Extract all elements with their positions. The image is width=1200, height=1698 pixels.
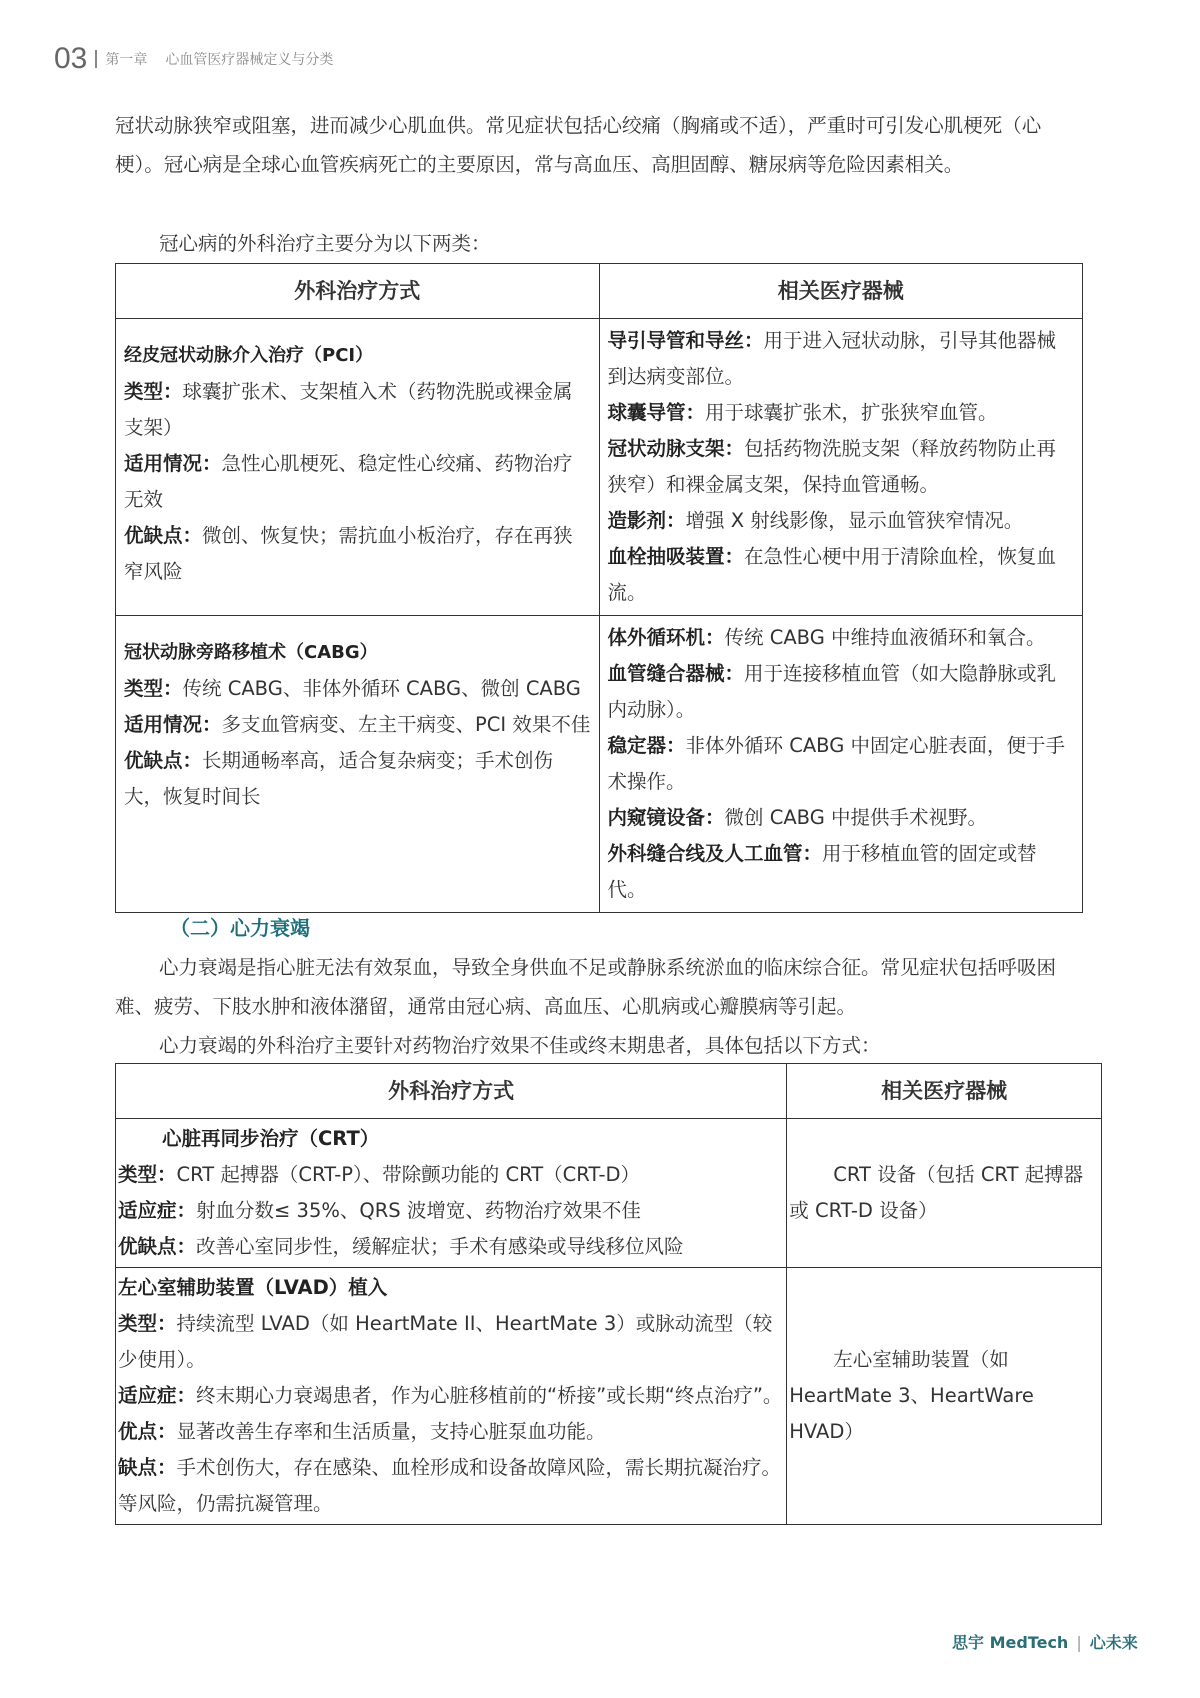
section-heading: （二）心力衰竭 (170, 916, 310, 940)
device-cell: 左心室辅助装置（如 HeartMate 3、HeartWare HVAD） (787, 1268, 1102, 1525)
field-label: 稳定器： (607, 734, 686, 757)
table-line (124, 374, 591, 446)
table-line (124, 671, 591, 707)
treatment-cell (116, 616, 600, 913)
device-cell: CRT 设备（包括 CRT 起搏器或 CRT-D 设备） (787, 1119, 1102, 1268)
field-value: 持续流型 LVAD（如 HeartMate II、HeartMate 3）或脉动流型（较少使用）。 (118, 1312, 773, 1371)
column-header: 外科治疗方式 (116, 1064, 787, 1119)
treatment-title: 经皮冠状动脉介入治疗（PCI） (124, 345, 374, 366)
field-label: 外科缝合线及人工血管： (607, 842, 823, 865)
field-value: 多支血管病变、左主干病变、PCI 效果不佳 (221, 713, 591, 736)
footer-divider: | (1076, 1633, 1082, 1652)
chapter-title: 心血管医疗器械定义与分类 (165, 52, 334, 68)
table-line (608, 395, 1074, 431)
field-value: 改善心室同步性，缓解症状；手术有感染或导线移位风险 (196, 1235, 684, 1258)
field-label: 适应症： (118, 1384, 197, 1407)
table-line (608, 728, 1074, 800)
intro-paragraph: 冠状动脉狭窄或阻塞，进而减少心肌血供。常见症状包括心绞痛（胸痛或不适），严重时可引发心肌梗死（心梗）。冠心病是全球心血管疾病死亡的主要原因，常与高血压、高胆固醇、糖尿病等危险因素相关。 (115, 114, 1042, 176)
table-line (118, 1450, 784, 1486)
treatment-cell (116, 319, 600, 616)
field-value: 终末期心力衰竭患者，作为心脏移植前的“桥接”或长期“终点治疗”。 (196, 1384, 783, 1407)
field-label: 类型： (124, 677, 183, 700)
column-header: 相关医疗器械 (599, 264, 1082, 319)
field-label: 适用情况： (124, 452, 222, 475)
field-value: 显著改善生存率和生活质量，支持心脏泵血功能。 (176, 1420, 606, 1443)
brand-name: 思宇 MedTech (952, 1633, 1069, 1652)
page-number: 03 (54, 42, 88, 75)
field-value: 传统 CABG、非体外循环 CABG、微创 CABG (182, 677, 581, 700)
table-line (124, 743, 591, 815)
device-cell (599, 616, 1082, 913)
field-value: 非体外循环 CABG 中固定心脏表面，便于手术操作。 (607, 734, 1066, 793)
table-line (608, 836, 1074, 908)
table-line (118, 1229, 784, 1265)
table-line (118, 1157, 784, 1193)
table-row (116, 319, 1083, 616)
footer-brand (952, 1630, 1138, 1653)
field-value: 传统 CABG 中维持血液循环和氧合。 (724, 626, 1046, 649)
field-label: 球囊导管： (607, 401, 706, 424)
cad-treatment-table (115, 263, 1083, 913)
table-line (608, 431, 1074, 503)
field-label: 类型： (118, 1163, 177, 1186)
field-label: 造影剂： (607, 509, 686, 532)
field-label: 血栓抽吸装置： (607, 545, 745, 568)
hf-treatment-table (115, 1063, 1102, 1525)
table-line (118, 1414, 784, 1450)
table-line (118, 1193, 784, 1229)
table-row (116, 1268, 1102, 1525)
field-label: 缺点： (118, 1456, 177, 1479)
field-value: 急性心肌梗死、稳定性心绞痛、药物治疗无效 (124, 452, 573, 511)
treatment-cell (116, 1119, 787, 1268)
table-line (118, 1486, 784, 1522)
table-line (608, 800, 1074, 836)
field-value: 在急性心梗中用于清除血栓，恢复血流。 (607, 545, 1057, 604)
field-label: 内窥镜设备： (607, 806, 725, 829)
field-label: 冠状动脉支架： (607, 437, 745, 460)
table-line (124, 446, 591, 518)
field-label: 体外循环机： (607, 626, 725, 649)
field-label: 适用情况： (124, 713, 222, 736)
field-label: 导引导管和导丝： (607, 329, 764, 352)
field-value: 包括药物洗脱支架（释放药物防止再狭窄）和裸金属支架，保持血管通畅。 (607, 437, 1057, 496)
table-line (118, 1378, 784, 1414)
table-line (608, 656, 1074, 728)
field-value: 用于连接移植血管（如大隐静脉或乳内动脉）。 (607, 662, 1057, 721)
treatment-cell (116, 1268, 787, 1525)
field-label: 类型： (124, 380, 183, 403)
field-value: 增强 X 射线影像，显示血管狭窄情况。 (685, 509, 1024, 532)
device-cell (599, 319, 1082, 616)
column-header: 外科治疗方式 (116, 264, 600, 319)
field-value: 用于进入冠状动脉，引导其他器械到达病变部位。 (607, 329, 1057, 388)
field-label: 优缺点： (124, 524, 203, 547)
field-label: 优缺点： (118, 1235, 197, 1258)
table-line (608, 620, 1074, 656)
field-value: 球囊扩张术、支架植入术（药物洗脱或裸金属支架） (124, 380, 573, 439)
table-line (608, 503, 1074, 539)
field-label: 优点： (118, 1420, 177, 1443)
treatment-title: 冠状动脉旁路移植术（CABG） (124, 642, 378, 663)
treatment-title: 左心室辅助装置（LVAD）植入 (118, 1276, 388, 1299)
chapter-label: 第一章 (105, 52, 148, 68)
table-line (118, 1306, 784, 1378)
field-value: 射血分数≤ 35%、QRS 波增宽、药物治疗效果不佳 (196, 1199, 641, 1222)
field-label: 适应症： (118, 1199, 197, 1222)
hf-paragraph: 心力衰竭是指心脏无法有效泵血，导致全身供血不足或静脉系统淤血的临床综合征。常见症状包括呼吸困难、疲劳、下肢水肿和液体潴留，通常由冠心病、高血压、心肌病或心瓣膜病等引起。 (115, 956, 1057, 1018)
field-value: 微创、恢复快；需抗血小板治疗，存在再狭窄风险 (124, 524, 573, 583)
table-line (124, 518, 591, 590)
hf-lead: 心力衰竭的外科治疗主要针对药物治疗效果不佳或终末期患者，具体包括以下方式： (159, 1034, 881, 1057)
field-value: 用于球囊扩张术，扩张狭窄血管。 (705, 401, 998, 424)
column-header: 相关医疗器械 (787, 1064, 1102, 1119)
field-value: 微创 CABG 中提供手术视野。 (724, 806, 988, 829)
field-value: 长期通畅率高，适合复杂病变；手术创伤大，恢复时间长 (124, 749, 554, 808)
table-line (608, 323, 1074, 395)
table-row (116, 1119, 1102, 1268)
table-line (124, 707, 591, 743)
table-row (116, 616, 1083, 913)
field-value: 等风险，仍需抗凝管理。 (118, 1492, 333, 1515)
field-value: 用于移植血管的固定或替代。 (607, 842, 1037, 901)
treatment-title: 心脏再同步治疗（CRT） (162, 1127, 380, 1150)
field-label: 血管缝合器械： (607, 662, 745, 685)
field-label: 类型： (118, 1312, 177, 1335)
table-line (608, 539, 1074, 611)
header-divider (95, 50, 97, 68)
page-header (54, 42, 333, 76)
brand-slogan: 心未来 (1089, 1633, 1138, 1652)
field-value: CRT 起搏器（CRT-P）、带除颤功能的 CRT（CRT-D） (176, 1163, 641, 1186)
field-value: 手术创伤大，存在感染、血栓形成和设备故障风险，需长期抗凝治疗。 (176, 1456, 782, 1479)
field-label: 优缺点： (124, 749, 203, 772)
intro-lead: 冠心病的外科治疗主要分为以下两类： (159, 232, 491, 255)
